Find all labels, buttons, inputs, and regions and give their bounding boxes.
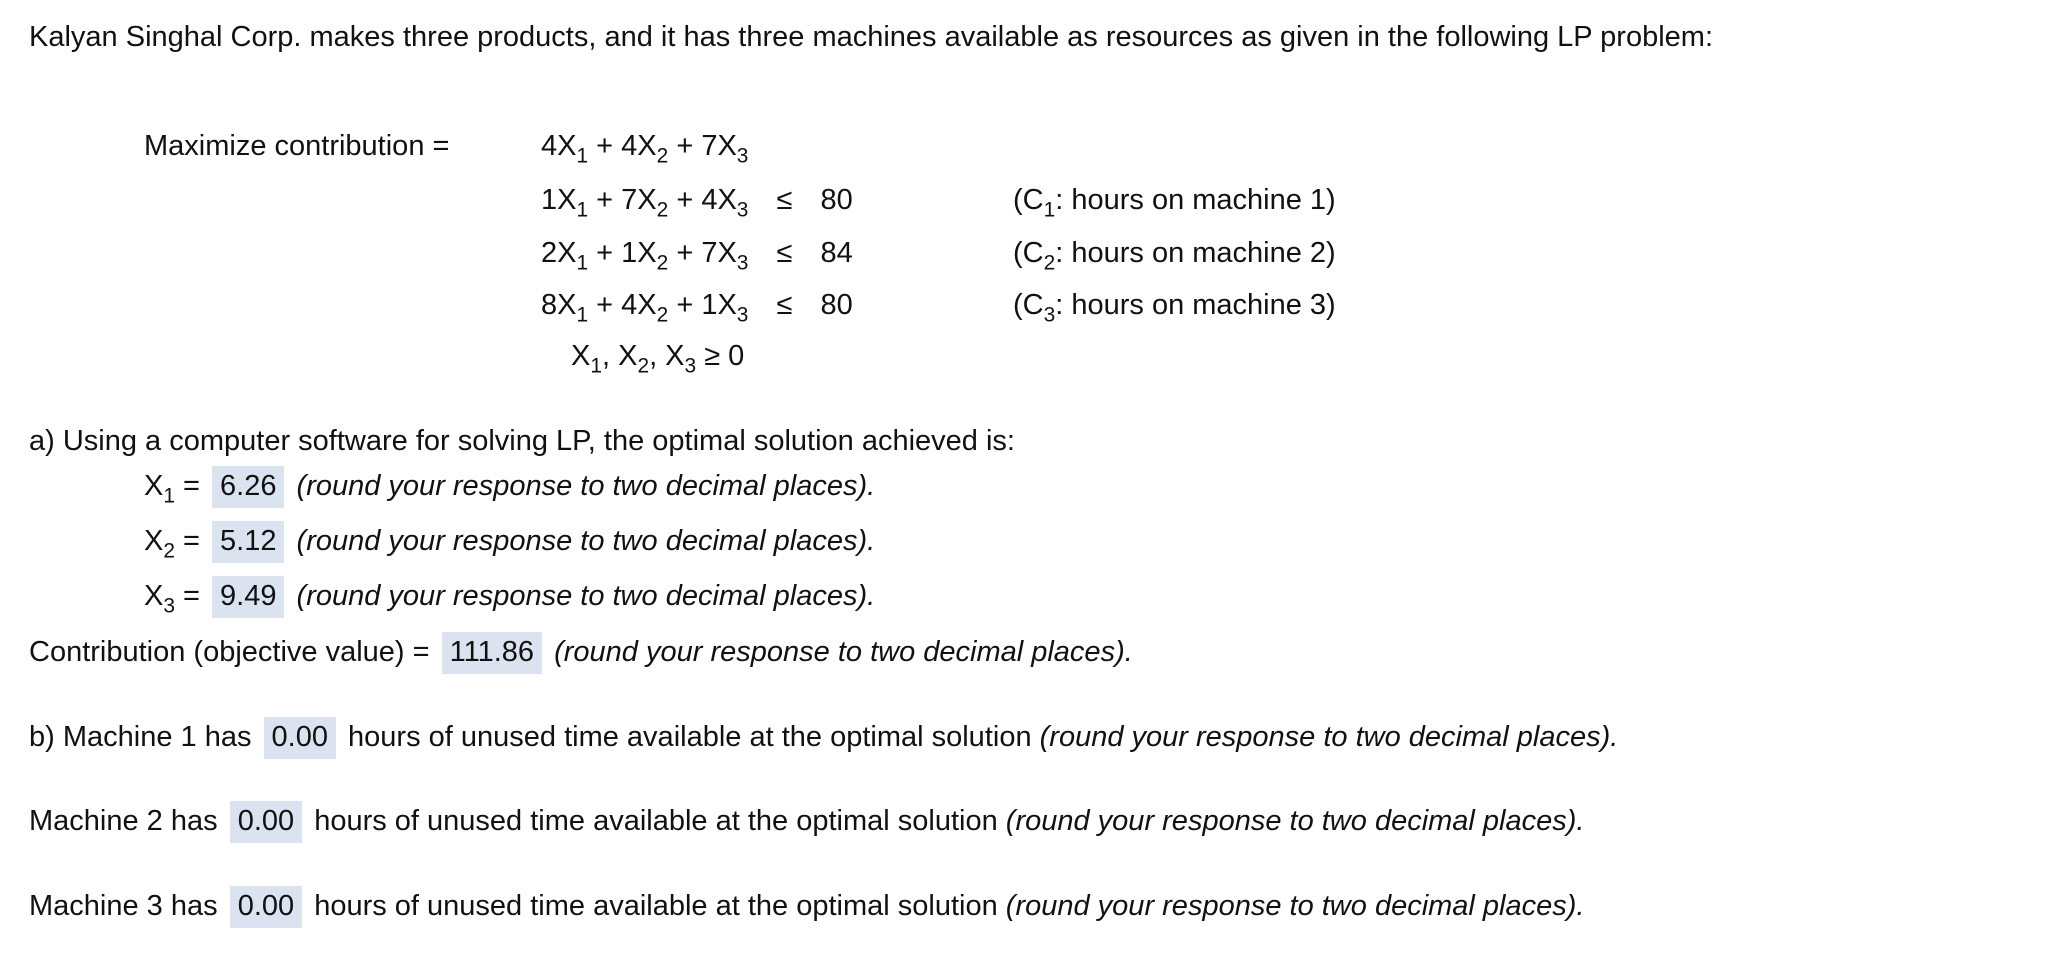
answer-x2-line: $X_2 = 5.12$ (round your response to two decimal places). xyxy=(144,521,875,563)
machine-1-answer-field[interactable]: 0.00 xyxy=(264,717,336,759)
answer-x1-line: $X_1 = 6.26$ (round your response to two decimal places). xyxy=(144,466,875,508)
machine-3-line: Machine 3 has 0.00 hours of unused time available at the optimal solution (round your response to two decimal places). xyxy=(29,886,1584,928)
x3-answer-field[interactable]: 9.49 xyxy=(212,576,284,618)
contribution-line: Contribution (objective value) = 111.86 (round your response to two decimal places). xyxy=(29,632,1133,674)
answer-x3-line: $X_3 = 9.49$ (round your response to two decimal places). xyxy=(144,576,875,618)
intro-paragraph: Kalyan Singhal Corp. makes three products, and it has three machines available as resources as given in the following LP problem: xyxy=(29,21,1714,53)
constraint-1: $1X_1 + 7X_2 + 4X_3 \le 80$ xyxy=(541,184,853,222)
constraint-2-note: ($C_2$: hours on machine 2) xyxy=(1013,237,1336,275)
constraint-2: $2X_1 + 1X_2 + 7X_3 \le 84$ xyxy=(541,237,853,275)
nonnegativity-constraint: $X_1$, $X_2$, $X_3 \ge 0$ xyxy=(571,340,745,378)
objective-label: Maximize contribution = xyxy=(144,130,450,162)
machine-1-line: b) Machine 1 has 0.00 hours of unused time available at the optimal solution (round your response to two decimal places). xyxy=(29,717,1618,759)
objective-expression: $4X_1 + 4X_2 + 7X_3$ xyxy=(541,130,749,168)
constraint-3-note: ($C_3$: hours on machine 3) xyxy=(1013,289,1336,327)
machine-2-line: Machine 2 has 0.00 hours of unused time available at the optimal solution (round your response to two decimal places). xyxy=(29,801,1584,843)
contribution-answer-field[interactable]: 111.86 xyxy=(442,632,542,674)
x1-answer-field[interactable]: 6.26 xyxy=(212,466,284,508)
x2-answer-field[interactable]: 5.12 xyxy=(212,521,284,563)
part-a-heading: a) Using a computer software for solving LP, the optimal solution achieved is: xyxy=(29,425,1015,457)
machine-2-answer-field[interactable]: 0.00 xyxy=(230,801,302,843)
constraint-3: $8X_1 + 4X_2 + 1X_3 \le 80$ xyxy=(541,289,853,327)
machine-3-answer-field[interactable]: 0.00 xyxy=(230,886,302,928)
constraint-1-note: ($C_1$: hours on machine 1) xyxy=(1013,184,1336,222)
